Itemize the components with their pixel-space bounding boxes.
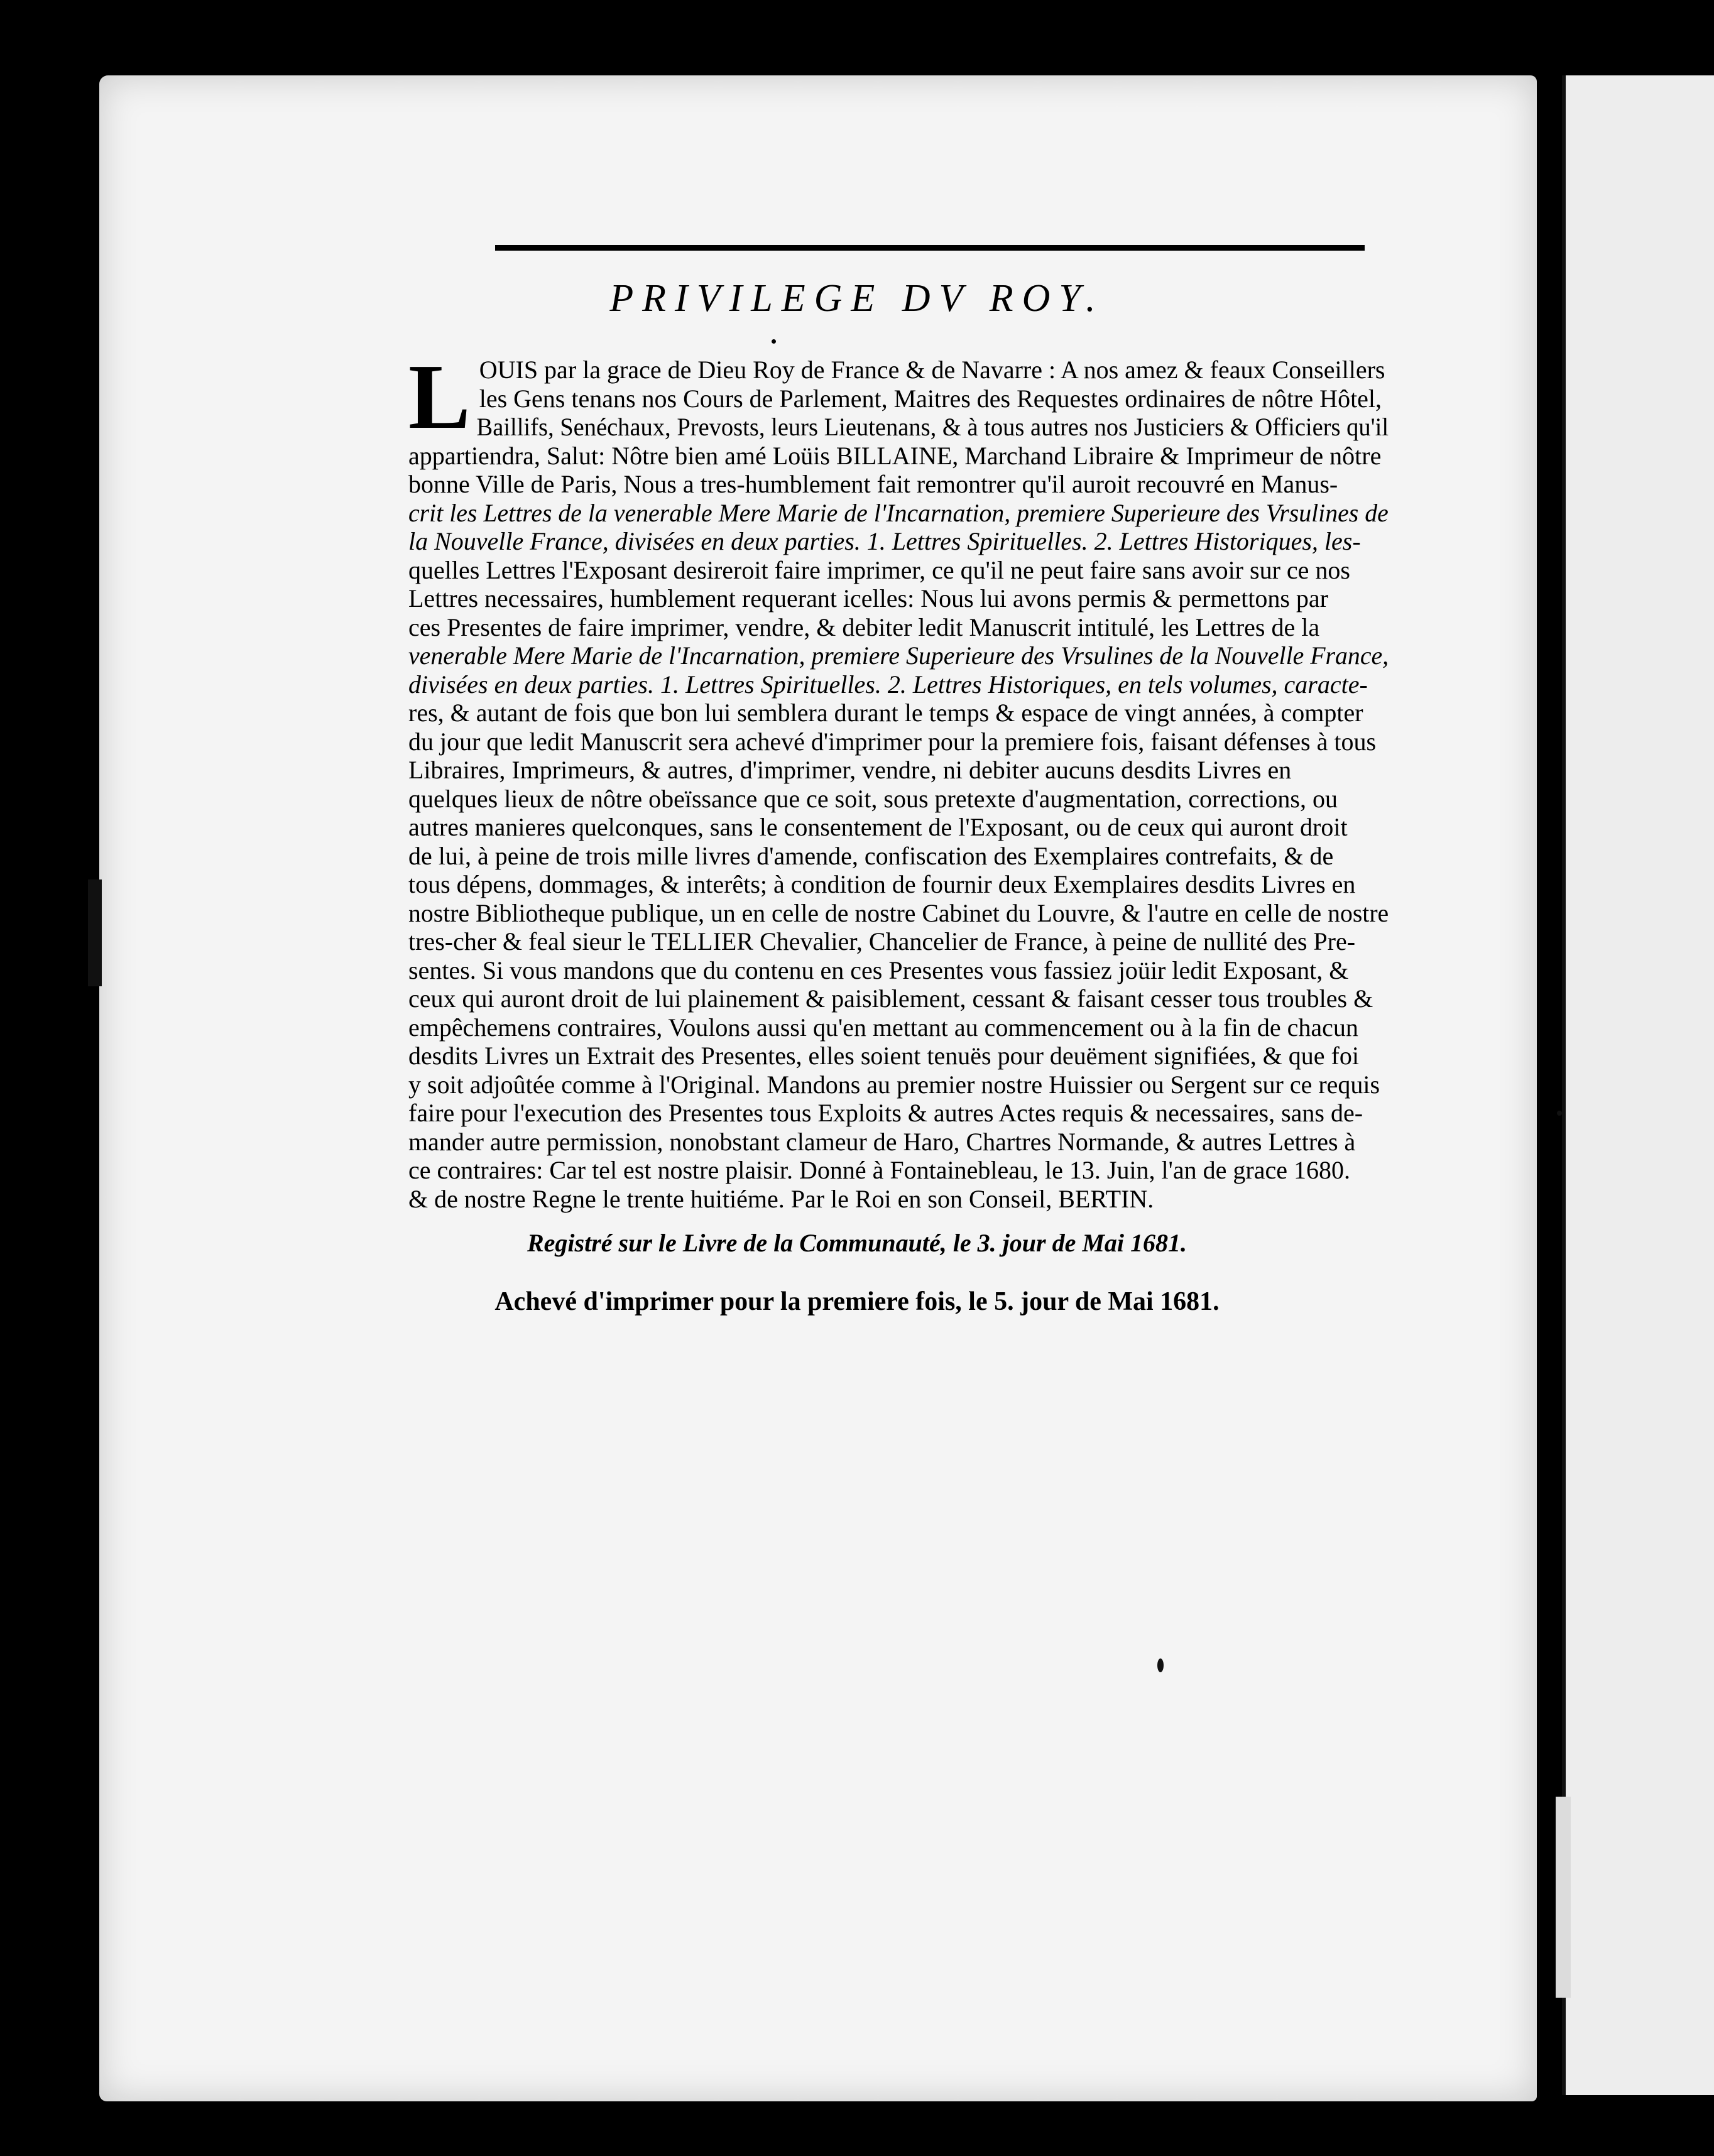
body-line: y soit adjoûtée comme à l'Original. Mandons au premier nostre Huissier ou Sergent sur ce requis bbox=[408, 1070, 1380, 1099]
body-line: appartiendra, Salut: Nôtre bien amé Loüis BILLAINE, Marchand Libraire & Imprimeur de nôtre bbox=[408, 441, 1382, 470]
body-line: mander autre permission, nonobstant clameur de Haro, Chartres Normande, & autres Lettres à bbox=[408, 1127, 1356, 1156]
body-line: Baillifs, Senéchaux, Prevosts, leurs Lieutenans, & à tous autres nos Justiciers & Officiers qu'il bbox=[476, 413, 1389, 441]
body-line: tous dépens, dommages, & interêts; à condition de fournir deux Exemplaires desdits Livres en bbox=[408, 870, 1356, 898]
body-line: tres-cher & feal sieur le TELLIER Chevalier, Chancelier de France, à peine de nullité des Pre- bbox=[408, 927, 1356, 956]
body-line: du jour que ledit Manuscrit sera achevé d'imprimer pour la premiere fois, faisant défenses à tous bbox=[408, 727, 1377, 756]
heading-ornament-dot bbox=[772, 339, 776, 344]
body-line: de lui, à peine de trois mille livres d'amende, confiscation des Exemplaires contrefaits, & de bbox=[408, 841, 1334, 870]
body-line: ceux qui auront droit de lui plainement & paisiblement, cessant & faisant cesser tous troubles & bbox=[408, 984, 1373, 1013]
drop-cap: L bbox=[408, 346, 471, 449]
body-line: empêchemens contraires, Voulons aussi qu'en mettant au commencement ou à la fin de chacun bbox=[408, 1013, 1358, 1042]
header-rule bbox=[495, 245, 1365, 251]
ink-speck bbox=[1557, 1111, 1562, 1116]
body-line: ce contraires: Car tel est nostre plaisir. Donné à Fontainebleau, le 13. Juin, l'an de grace 1680. bbox=[408, 1156, 1350, 1184]
body-line: OUIS par la grace de Dieu Roy de France & de Navarre : A nos amez & feaux Conseillers bbox=[479, 356, 1385, 384]
body-line: ces Presentes de faire imprimer, vendre, & debiter ledit Manuscrit intitulé, les Lettres de la bbox=[408, 612, 1320, 641]
printing-completed-note: Achevé d'imprimer pour la premiere fois, le 5. jour de Mai 1681. bbox=[494, 1287, 1220, 1316]
body-line: quelles Lettres l'Exposant desireroit faire imprimer, ce qu'il ne peut faire sans avoir sur ce nos bbox=[408, 555, 1350, 584]
body-line: bonne Ville de Paris, Nous a tres-humblement fait remontrer qu'il auroit recouvré en Manus- bbox=[408, 470, 1338, 498]
body-line: quelques lieux de nôtre obeïssance que ce soit, sous pretexte d'augmentation, corrections, ou bbox=[408, 784, 1338, 813]
body-line: les Gens tenans nos Cours de Parlement, Maitres des Requestes ordinaires de nôtre Hôtel, bbox=[479, 384, 1382, 413]
body-line: sentes. Si vous mandons que du contenu en ces Presentes vous fassiez joüir ledit Exposant, & bbox=[408, 956, 1349, 984]
registration-note: Registré sur le Livre de la Communauté, le 3. jour de Mai 1681. bbox=[527, 1229, 1187, 1257]
page-fold-shadow bbox=[1556, 1797, 1571, 1998]
privilege-heading: PRIVILEGE DV ROY. bbox=[609, 277, 1105, 320]
facing-page-edge bbox=[1562, 75, 1714, 2095]
ink-speck bbox=[1157, 1658, 1164, 1672]
body-line: nostre Bibliotheque publique, un en celle de nostre Cabinet du Louvre, & l'autre en celle de nostre bbox=[408, 898, 1389, 927]
privilege-body bbox=[408, 346, 1389, 1213]
body-line: faire pour l'execution des Presentes tous Exploits & autres Actes requis & necessaires, sans de- bbox=[408, 1099, 1363, 1127]
body-line: la Nouvelle France, divisées en deux parties. 1. Lettres Spirituelles. 2. Lettres Historiques, les- bbox=[408, 527, 1361, 555]
body-line: desdits Livres un Extrait des Presentes, elles soient tenuës pour deuëment signifiées, & que foi bbox=[408, 1042, 1359, 1070]
body-line: autres manieres quelconques, sans le consentement de l'Exposant, ou de ceux qui auront droit bbox=[408, 813, 1348, 841]
body-line: Libraires, Imprimeurs, & autres, d'imprimer, vendre, ni debiter aucuns desdits Livres en bbox=[408, 756, 1292, 784]
binding-mark bbox=[88, 879, 102, 986]
body-line: Lettres necessaires, humblement requerant icelles: Nous lui avons permis & permettons par bbox=[408, 584, 1329, 612]
body-line: & de nostre Regne le trente huitiéme. Par le Roi en son Conseil, BERTIN. bbox=[408, 1184, 1154, 1213]
body-line: crit les Lettres de la venerable Mere Marie de l'Incarnation, premiere Superieure des Vrsulines de bbox=[408, 498, 1389, 527]
body-line: venerable Mere Marie de l'Incarnation, premiere Superieure des Vrsulines de la Nouvelle France, bbox=[408, 641, 1389, 670]
body-line: res, & autant de fois que bon lui semblera durant le temps & espace de vingt années, à compter bbox=[408, 699, 1363, 727]
body-line: divisées en deux parties. 1. Lettres Spirituelles. 2. Lettres Historiques, en tels volumes, caracte- bbox=[408, 670, 1368, 699]
